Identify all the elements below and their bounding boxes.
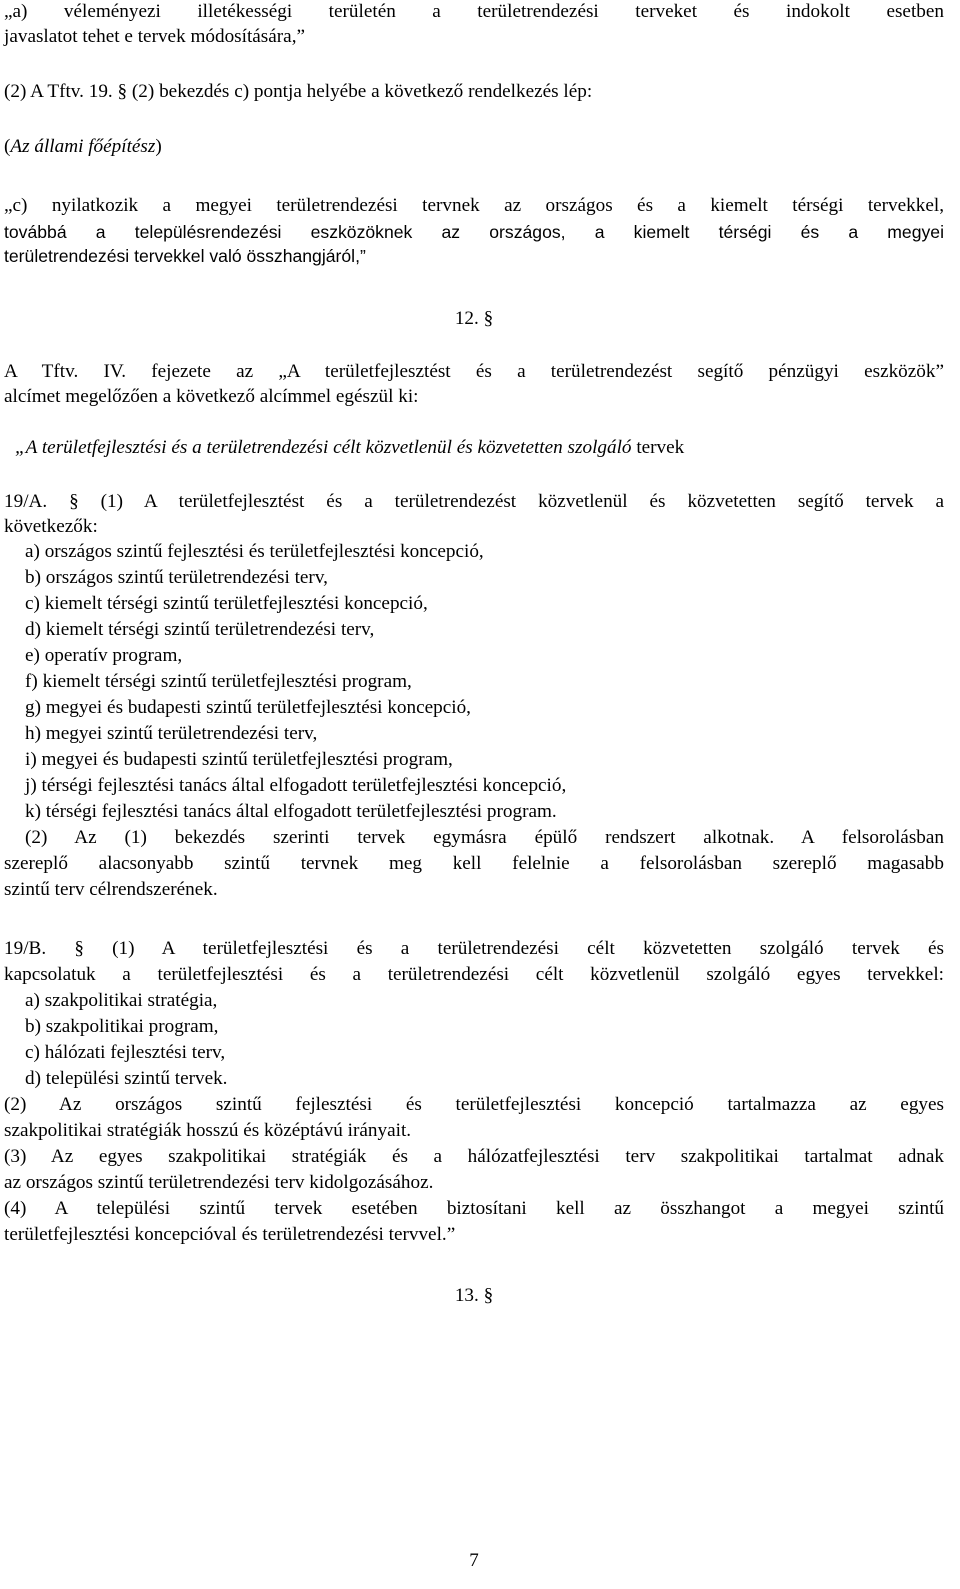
section-13-heading: 13. § xyxy=(454,1285,494,1306)
s19a-item: c) kiemelt térségi szintű területfejlesztési koncepció, xyxy=(25,593,428,614)
s19a-item: d) kiemelt térségi szintű területrendezési terv, xyxy=(25,619,375,640)
s19b-item: d) települési szintű tervek. xyxy=(25,1068,228,1089)
s19b-p3-line-1: (3) Az egyes szakpolitikai stratégiák és a hálózatfejlesztési terv szakpolitikai tartalmat adnak xyxy=(4,1146,944,1167)
section-12-line-1: A Tftv. IV. fejezete az „A területfejlesztést és a területrendezést segítő pénzügyi eszközök” xyxy=(4,361,944,382)
s19b-item: c) hálózati fejlesztési terv, xyxy=(25,1042,226,1063)
s19b-p3-line-2: az országos szintű területrendezési terv kidolgozásához. xyxy=(4,1172,434,1193)
s19a-item: b) országos szintű területrendezési terv, xyxy=(25,567,328,588)
s19b-line-2: kapcsolatuk a területfejlesztési és a területrendezési célt közvetlenül szolgáló egyes tervekkel: xyxy=(4,964,944,985)
point-c-line-1: „c) nyilatkozik a megyei területrendezési tervnek az országos és a kiemelt térségi tervekkel, xyxy=(4,195,944,216)
s19a-item: i) megyei és budapesti szintű területfejlesztési program, xyxy=(25,749,453,770)
s19b-p4-line-2: területfejlesztési koncepcióval és területrendezési tervvel.” xyxy=(4,1224,456,1245)
section-12-heading: 12. § xyxy=(454,308,494,329)
point-c-line-3: területrendezési tervekkel való összhangjáról,” xyxy=(4,246,366,266)
s19a-item: e) operatív program, xyxy=(25,645,183,666)
s19a-item: h) megyei szintű területrendezési terv, xyxy=(25,723,318,744)
s19a-line-2: következők: xyxy=(4,516,98,537)
subtitle xyxy=(4,436,944,460)
intro-line-2: javaslatot tehet e tervek módosítására,” xyxy=(4,26,306,47)
s19a-item: k) térségi fejlesztési tanács által elfogadott területfejlesztési program. xyxy=(25,801,557,822)
s19a-p2-line-1: (2) Az (1) bekezdés szerinti tervek egymásra épülő rendszert alkotnak. A felsorolásban xyxy=(25,827,944,848)
s19a-item: a) országos szintű fejlesztési és területfejlesztési koncepció, xyxy=(25,541,484,562)
amendment-intro: (2) A Tftv. 19. § (2) bekezdés c) pontja helyébe a következő rendelkezés lép: xyxy=(4,81,593,102)
s19b-p2-line-1: (2) Az országos szintű fejlesztési és területfejlesztési koncepció tartalmazza az egyes xyxy=(4,1094,944,1115)
s19a-p2-line-3: szintű terv célrendszerének. xyxy=(4,879,218,900)
s19b-item: b) szakpolitikai program, xyxy=(25,1016,219,1037)
s19a-item: g) megyei és budapesti szintű területfejlesztési koncepció, xyxy=(25,697,471,718)
s19b-item: a) szakpolitikai stratégia, xyxy=(25,990,218,1011)
subtitle-italic: „A területfejlesztési és a területrendezési célt közvetlenül és közvetetten szolgáló xyxy=(15,437,632,458)
s19b-p4-line-1: (4) A települési szintű tervek esetében biztosítani kell az összhangot a megyei szintű xyxy=(4,1198,944,1219)
page-number: 7 xyxy=(469,1550,479,1571)
section-12-line-2: alcímet megelőzően a következő alcímmel egészül ki: xyxy=(4,386,419,407)
s19b-line-1: 19/B. § (1) A területfejlesztési és a területrendezési célt közvetetten szolgáló tervek és xyxy=(4,938,944,959)
intro-line-1: „a) véleményezi illetékességi területén a területrendezési terveket és indokolt esetben xyxy=(4,1,944,22)
s19a-item: f) kiemelt térségi szintű területfejlesztési program, xyxy=(25,671,412,692)
s19a-item: j) térségi fejlesztési tanács által elfogadott területfejlesztési koncepció, xyxy=(25,775,567,796)
addressee-note-italic: Az állami főépítész xyxy=(10,136,156,157)
s19a-line-1: 19/A. § (1) A területfejlesztést és a területrendezést közvetlenül és közvetetten segítő tervek a xyxy=(4,491,944,512)
subtitle-end: tervek xyxy=(631,437,685,458)
s19b-p2-line-2: szakpolitikai stratégiák hosszú és középtávú irányait. xyxy=(4,1120,412,1141)
s19a-p2-line-2: szereplő alacsonyabb szintű tervnek meg kell felelnie a felsorolásban szereplő magasabb xyxy=(4,853,944,874)
point-c-line-2: továbbá a településrendezési eszközöknek az országos, a kiemelt térségi és a megyei xyxy=(4,222,944,242)
addressee-note: (Az állami főépítész) xyxy=(4,136,162,157)
